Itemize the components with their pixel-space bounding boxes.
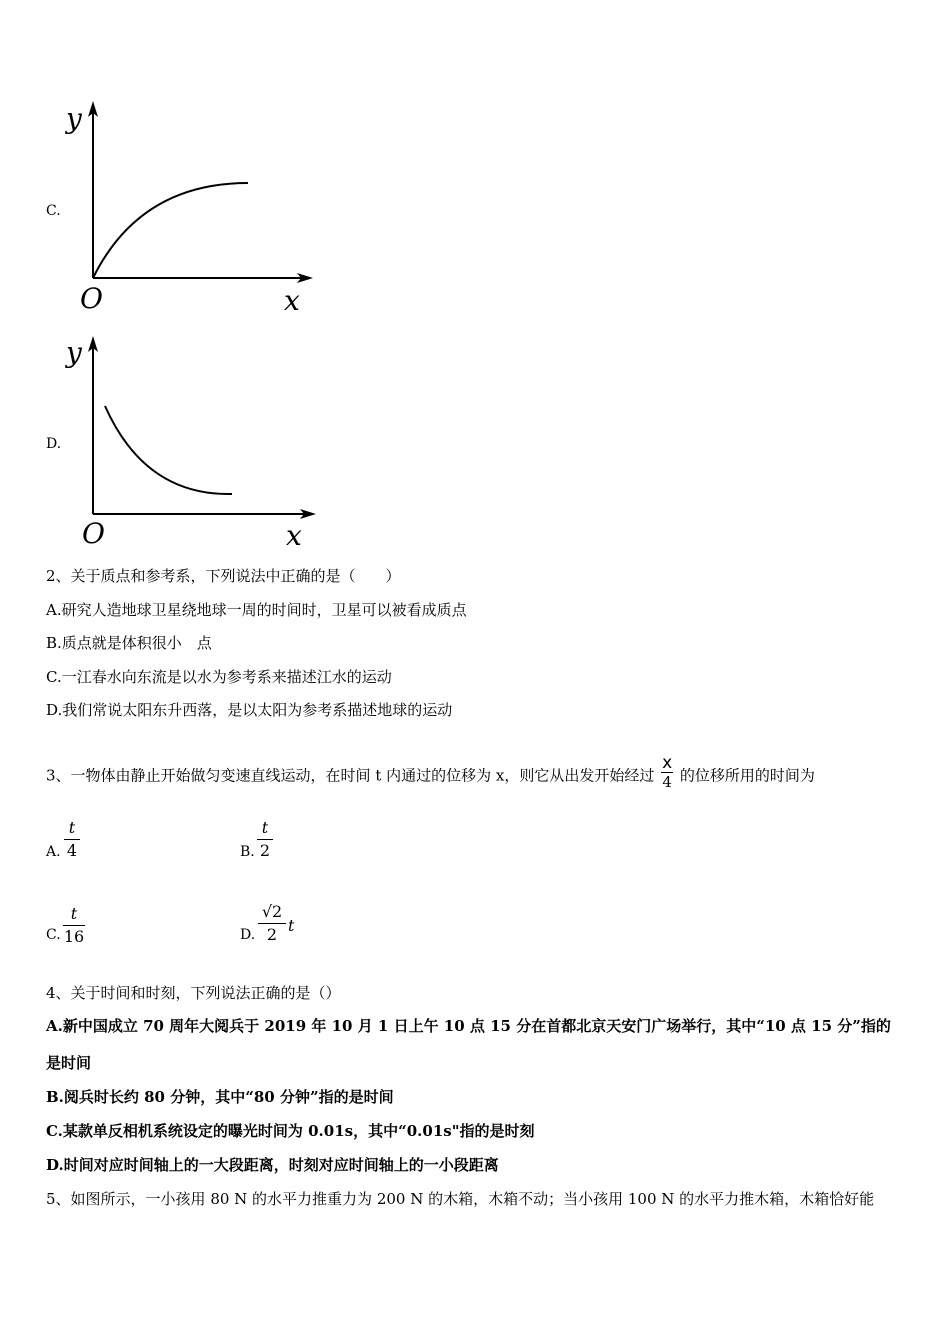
q3-stem-frac-num: x	[662, 753, 673, 773]
q4-option-b: B.阅兵时长约 80 分钟，其中“80 分钟”指的是时间	[46, 1088, 394, 1106]
q2-option-d: D.我们常说太阳东升西落，是以太阳为参考系描述地球的运动	[46, 701, 453, 719]
origin-label: O	[80, 282, 103, 315]
q2-option-b: B.质点就是体积很小 点	[46, 634, 212, 652]
q5-stem: 5、如图所示，一小孩用 80 N 的水平力推重力为 200 N 的木箱，木箱不动；当小孩用 100 N 的水平力推木箱，木箱恰好能	[46, 1190, 875, 1208]
q3-option-d-label: D.	[240, 927, 256, 943]
q3-option-b-label: B.	[240, 844, 255, 860]
y-axis-label: y	[66, 336, 82, 369]
option-c-label: C.	[46, 203, 61, 219]
curve-decreasing	[105, 406, 232, 494]
q3-option-a-label: A.	[46, 844, 61, 860]
q3-option-c-num: t	[70, 904, 78, 923]
q3-option-a-num: t	[68, 818, 76, 837]
q3-option-c-label: C.	[46, 927, 61, 943]
q3-option-d-fraction	[258, 902, 286, 945]
q4-option-a: A.新中国成立 70 周年大阅兵于 2019 年 10 月 1 日上午 10 点 15 分在首都北京天安门广场举行，其中“10 点 15 分”指的	[46, 1017, 891, 1035]
q3-option-d-suffix: t	[288, 916, 295, 935]
q3-option-a-den: 4	[66, 841, 78, 860]
q3-stem	[46, 753, 815, 795]
q2-option-c: C.一江春水向东流是以水为参考系来描述江水的运动	[46, 668, 392, 686]
q3-stem-after: 的位移所用的时间为	[679, 766, 815, 785]
y-axis-label: y	[66, 102, 82, 135]
option-d-label: D.	[46, 436, 62, 452]
q3-option-b-fraction	[257, 818, 273, 861]
q2-option-a: A.研究人造地球卫星绕地球一周的时间时，卫星可以被看成质点	[46, 601, 467, 619]
graph-c	[60, 95, 330, 320]
q3-option-c-fraction	[63, 904, 85, 947]
graph-d	[60, 328, 330, 553]
q4-option-a-cont: 是时间	[46, 1054, 92, 1072]
q4-option-c: C.某款单反相机系统设定的曝光时间为 0.01s，其中“0.01s"指的是时刻	[46, 1122, 535, 1140]
q3-stem-fraction	[661, 754, 673, 791]
q4-option-d: D.时间对应时间轴上的一大段距离，时刻对应时间轴上的一小段距离	[46, 1156, 499, 1174]
curve-increasing	[93, 183, 248, 278]
q3-option-c-den: 16	[63, 927, 85, 946]
q3-option-d-den: 2	[266, 925, 278, 944]
q3-option-a-fraction	[64, 818, 80, 861]
q4-stem: 4、关于时间和时刻，下列说法正确的是（）	[46, 984, 341, 1002]
q3-option-d-num: √2	[261, 902, 283, 921]
x-axis-label: x	[284, 284, 300, 317]
q3-option-b-den: 2	[259, 841, 271, 860]
q3-stem-before: 3、一物体由静止开始做匀变速直线运动，在时间 t 内通过的位移为 x，则它从出发开始经过	[46, 766, 655, 785]
q2-stem: 2、关于质点和参考系，下列说法中正确的是（ ）	[46, 567, 401, 585]
q3-option-b-num: t	[261, 818, 269, 837]
origin-label: O	[82, 517, 105, 550]
q3-stem-frac-den: 4	[662, 773, 672, 791]
x-axis-label: x	[286, 519, 302, 552]
